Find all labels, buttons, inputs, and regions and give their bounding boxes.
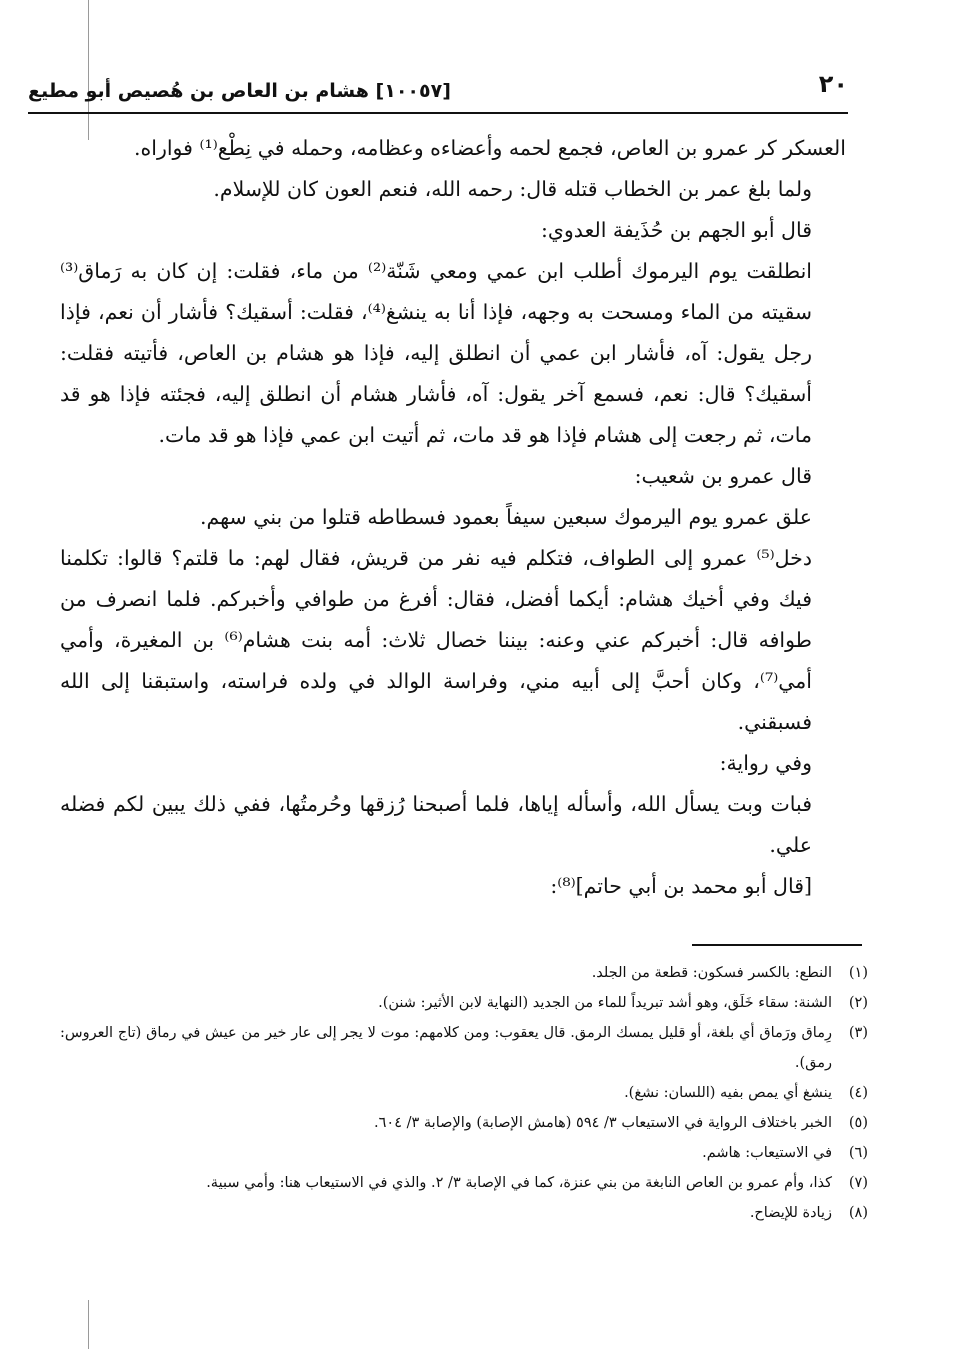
running-head: [١٠٠٥٧] هشام بن العاص بن هُصيص أبو مطيع [28, 80, 451, 102]
paragraph: قال عمرو بن شعيب: [634, 464, 812, 488]
footnote [60, 988, 868, 1018]
footnote [60, 1078, 868, 1108]
footnote-text: في الاستيعاب: هاشم. [702, 1145, 832, 1161]
footnote-text: زيادة للإيضاح. [749, 1205, 832, 1221]
footnote-number: (٢) [848, 995, 868, 1011]
paragraph: فبات وبت يسأل الله، وأسأله إياها، فلما أصبحنا رُزقها وحُرمتُها، ففي ذلك يبين لكم فضله علي. [60, 792, 812, 857]
footnote-text: الشنة: سقاء خَلَق، وهو أشد تبريداً للماء من الجديد (النهاية لابن الأثير: شنن). [378, 995, 832, 1011]
paragraph: العسكر كر عمرو بن العاص، فجمع لحمه وأعضاءه وعظامه، وحمله في نِطْع⁽¹⁾ فواراه. [134, 136, 846, 160]
paragraph: دخل⁽⁵⁾ عمرو إلى الطواف، فتكلم فيه نفر من قريش، فقال لهم: ما قلتم؟ قالوا: تكلمنا فيك وفي أخيك هشام: أيكما أفضل، فقال: أفرغ من طوافي وأخبركم. فلما انصرف من طوافه قال: أخبركم عني وعنه: بيننا خصال ثلاث: أمه بنت هشام⁽⁶⁾ بن المغيرة، وأمي أمي⁽⁷⁾، وكان أحبَّ إلى أبيه مني، وفراسة الوالد في ولده فراسته، واستبقنا إلى الله فسبقني. [60, 546, 812, 734]
footnote [60, 1018, 868, 1078]
footnote-number: (١) [848, 965, 868, 981]
footnote-text: النطع: بالكسر فسكون: قطعة من الجلد. [591, 965, 832, 981]
footnote-rule [692, 944, 862, 946]
paragraph: علق عمرو يوم اليرموك سبعين سيفاً بعمود فسطاطه قتلوا من بني سهم. [199, 505, 812, 529]
footnote [60, 1168, 868, 1198]
footnote-number: (٦) [848, 1145, 868, 1161]
footnote-text: الخبر باختلاف الرواية في الاستيعاب ٣/ ٥٩٤ (هامش الإصابة) والإصابة ٣/ ٦٠٤. [374, 1115, 832, 1131]
header-rule [28, 112, 848, 114]
paragraph: قال أبو الجهم بن حُذَيفة العدوي: [540, 218, 812, 242]
paragraph: انطلقت يوم اليرموك أطلب ابن عمي ومعي شَنّة⁽²⁾ من ماء، فقلت: إن كان به رَماق⁽³⁾ سقيته من الماء ومسحت به وجهه، فإذا أنا به ينشغ⁽⁴⁾، فقلت: أسقيك؟ فأشار أن نعم، فإذا رجل يقول: آه، فأشار ابن عمي أن انطلق إليه، فإذا هو هشام بن العاص، فأتيته فقلت: أسقيك؟ قال: نعم، فسمع آخر يقول: آه، فأشار هشام أن انطلق إليه، فجئته فإذا هو قد مات، ثم رجعت إلى هشام فإذا هو قد مات، ثم أتيت ابن عمي فإذا هو قد مات. [60, 259, 812, 447]
footnote [60, 1198, 868, 1228]
paragraph: ولما بلغ عمر بن الخطاب قتله قال: رحمه الله، فنعم العون كان للإسلام. [213, 177, 812, 201]
main-text [60, 128, 846, 907]
footnote-number: (٤) [848, 1085, 868, 1101]
footnote-text: رِماق ورَماق أي بلغة، أو قليل يمسك الرمق. قال يعقوب: ومن كلامهم: موت لا يجر إلى عار خير من عيش في رماق (تاج العروس: رمق). [60, 1025, 832, 1071]
footnotes [60, 958, 868, 1228]
page-number: ٢٠ [818, 70, 848, 98]
footnote-number: (٨) [848, 1205, 868, 1221]
footnote-text: ينشغ أي يمص بفيه (اللسان: نشغ). [624, 1085, 832, 1101]
page-header [28, 62, 848, 114]
footnote-text: كذا، وأم عمرو بن العاص النابغة من بني عنزة، كما في الإصابة ٣/ ٢. والذي في الاستيعاب هنا: وأمي سبية. [206, 1175, 832, 1191]
footnote [60, 958, 868, 988]
footnote-number: (٥) [848, 1115, 868, 1131]
paragraph: [قال أبو محمد بن أبي حاتم]⁽⁸⁾: [550, 874, 812, 898]
paragraph: وفي رواية: [719, 751, 812, 775]
footnote-number: (٣) [848, 1025, 868, 1041]
footnote-number: (٧) [848, 1175, 868, 1191]
footnote [60, 1138, 868, 1168]
footnote [60, 1108, 868, 1138]
scan-fold-line [88, 1300, 89, 1349]
